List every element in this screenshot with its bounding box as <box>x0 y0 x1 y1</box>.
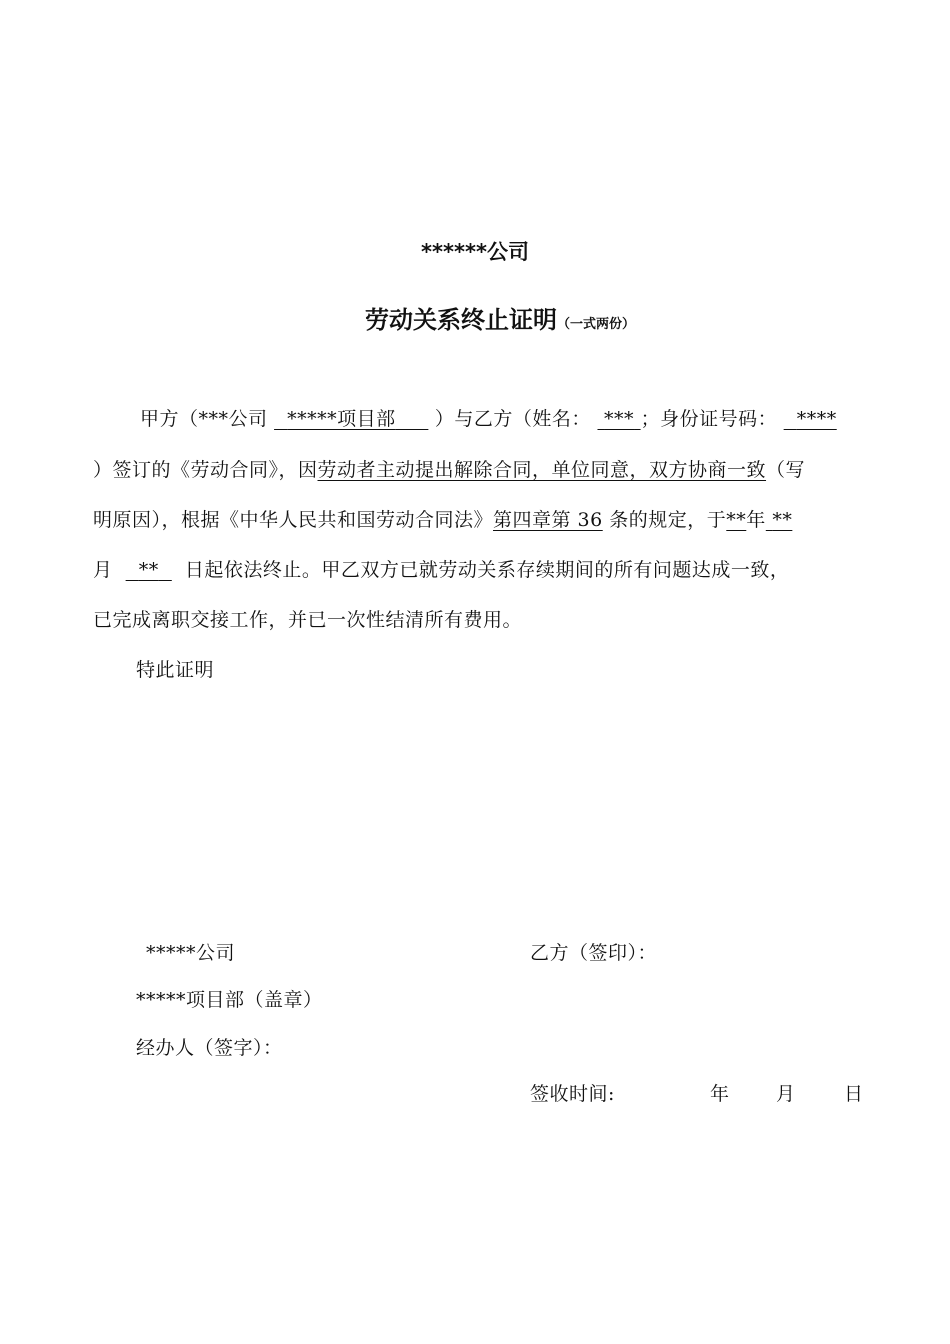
termination-year: ** <box>726 509 747 531</box>
law-reference: 明原因），根据《中华人民共和国劳动合同法》 <box>93 509 494 531</box>
party-a-label: 甲方（***公司 <box>140 408 268 430</box>
termination-reason: 劳动者主动提出解除合同，单位同意，双方协商一致 <box>317 459 767 481</box>
party-a-dept: *****项目部 <box>287 408 396 430</box>
sign-company: *****公司 <box>146 942 236 964</box>
reason-note: （写 <box>766 459 806 481</box>
id-number-label: ；身份证号码： <box>640 408 778 430</box>
party-b-name-label: ）与乙方（姓名： <box>434 408 591 430</box>
body-line-4 <box>93 555 873 582</box>
provision-text: 条的规定，于 <box>602 509 727 531</box>
body-line-5: 已完成离职交接工作，并已一次性结清所有费用。 <box>93 609 523 631</box>
party-b-signature: 乙方（签印）： <box>530 942 658 964</box>
handler-signature: 经办人（签字）： <box>136 1037 283 1059</box>
termination-month: ** <box>772 509 793 531</box>
month-label: 月 <box>93 559 113 581</box>
receipt-month: 月 <box>776 1083 796 1105</box>
body-line-3 <box>93 505 873 532</box>
law-article: 第四章第 36 <box>493 509 603 531</box>
body-line-2 <box>93 455 873 482</box>
receipt-year: 年 <box>710 1083 730 1105</box>
document-title <box>365 300 635 335</box>
id-number: **** <box>796 408 837 430</box>
receipt-time-label: 签收时间: <box>530 1083 615 1105</box>
contract-text: ）签订的《劳动合同》，因 <box>93 459 318 481</box>
termination-statement: 日起依法终止。甲乙双方已就劳动关系存续期间的所有问题达成一致， <box>184 559 790 581</box>
dept-seal: *****项目部（盖章） <box>136 989 323 1011</box>
title-text: 劳动关系终止证明 <box>365 306 557 334</box>
receipt-day: 日 <box>844 1083 864 1105</box>
year-label: 年 <box>746 509 766 531</box>
party-b-name: *** <box>604 408 635 430</box>
certification-text: 特此证明 <box>136 659 215 681</box>
termination-day: ** <box>138 559 159 581</box>
title-note: （一式两份） <box>557 317 636 332</box>
company-heading: ******公司 <box>421 240 529 264</box>
body-line-1 <box>140 404 868 431</box>
